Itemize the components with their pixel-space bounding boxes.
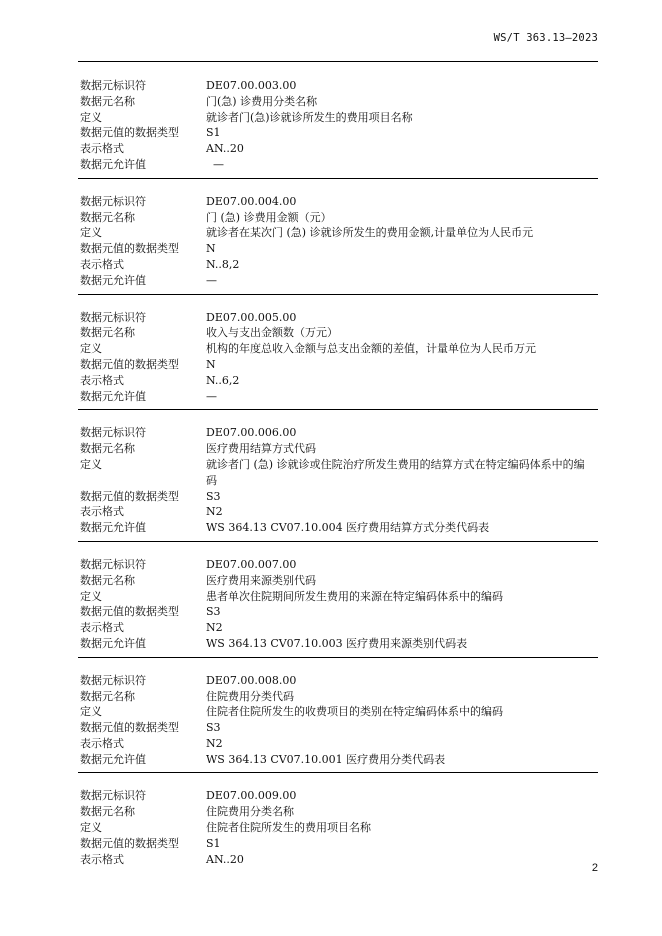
field-value: N2 — [206, 505, 223, 519]
field-label: 表示格式 — [80, 142, 124, 156]
field-value: S3 — [206, 721, 221, 735]
field-label: 定义 — [80, 821, 102, 835]
field-value: 医疗费用结算方式代码 — [206, 442, 316, 456]
data-type-row — [80, 241, 598, 257]
field-value: S1 — [206, 126, 221, 140]
field-value: 机构的年度总收入金额与总支出金额的差值，计量单位为人民币万元 — [206, 342, 536, 356]
format-row — [80, 373, 598, 389]
field-label: 数据元标识符 — [80, 673, 146, 687]
field-label: 定义 — [80, 110, 102, 124]
definition-row — [80, 820, 598, 836]
field-value: S3 — [206, 605, 221, 619]
format-row — [80, 257, 598, 273]
identifier-row — [80, 557, 598, 573]
data-type-row — [80, 836, 598, 852]
field-value: N — [206, 357, 216, 371]
field-label: 数据元允许值 — [80, 636, 146, 650]
field-value: DE07.00.006.00 — [206, 426, 297, 440]
data-element-block — [80, 785, 598, 867]
field-label: 数据元标识符 — [80, 79, 146, 92]
field-value: 就诊者门 (急) 诊就诊或住院治疗所发生费用的结算方式在特定编码体系中的编码 — [206, 457, 585, 487]
field-label: 数据元允许值 — [80, 273, 146, 287]
field-value: 门 (急) 诊费用金额（元） — [206, 210, 332, 224]
data-element-block — [80, 75, 598, 173]
allowed-values-row — [80, 752, 598, 768]
definition-row — [80, 704, 598, 720]
identifier-row — [80, 194, 598, 210]
standard-code-header: WS/T 363.13—2023 — [493, 32, 598, 44]
field-value: 就诊者门(急)诊就诊所发生的费用项目名称 — [206, 110, 413, 124]
definition-row — [80, 589, 598, 605]
field-value: N — [206, 242, 216, 256]
data-type-row — [80, 125, 598, 141]
data-element-block — [80, 191, 598, 289]
allowed-values-row — [80, 273, 598, 289]
identifier-row — [80, 673, 598, 689]
field-value: 住院费用分类名称 — [206, 805, 294, 819]
field-value: N2 — [206, 736, 223, 750]
field-value: — — [206, 273, 217, 287]
name-row — [80, 210, 598, 226]
field-label: 数据元名称 — [80, 689, 135, 703]
block-divider — [78, 657, 598, 658]
name-row — [80, 325, 598, 341]
allowed-values-row — [80, 389, 598, 405]
allowed-values-row — [80, 520, 598, 536]
field-label: 数据元名称 — [80, 326, 135, 340]
field-value: 患者单次住院期间所发生费用的来源在特定编码体系中的编码 — [206, 589, 503, 603]
field-label: 表示格式 — [80, 736, 124, 750]
format-row — [80, 620, 598, 636]
field-label: 数据元标识符 — [80, 194, 146, 208]
data-element-block — [80, 554, 598, 652]
data-type-row — [80, 357, 598, 373]
field-label: 表示格式 — [80, 373, 124, 387]
data-element-list — [80, 75, 598, 867]
identifier-row — [80, 78, 598, 94]
field-value: S1 — [206, 836, 221, 850]
field-label: 数据元值的数据类型 — [80, 126, 179, 140]
data-type-row — [80, 720, 598, 736]
field-label: 数据元值的数据类型 — [80, 242, 179, 256]
field-value: AN..20 — [206, 142, 244, 156]
field-value: S3 — [206, 489, 221, 503]
field-value: 就诊者在某次门 (急) 诊就诊所发生的费用金额,计量单位为人民币元 — [206, 226, 534, 240]
field-value: 住院者住院所发生的收费项目的类别在特定编码体系中的编码 — [206, 705, 503, 719]
field-label: 数据元值的数据类型 — [80, 721, 179, 735]
field-value: 住院者住院所发生的费用项目名称 — [206, 821, 371, 835]
name-row — [80, 441, 598, 457]
block-divider — [78, 772, 598, 773]
field-value: DE07.00.007.00 — [206, 557, 297, 571]
field-label: 表示格式 — [80, 257, 124, 271]
field-label: 定义 — [80, 705, 102, 719]
field-label: 定义 — [80, 457, 102, 471]
field-label: 表示格式 — [80, 621, 124, 635]
field-label: 数据元允许值 — [80, 389, 146, 403]
field-value: DE07.00.008.00 — [206, 673, 297, 687]
name-row — [80, 94, 598, 110]
field-label: 数据元值的数据类型 — [80, 357, 179, 371]
definition-row — [80, 341, 598, 357]
data-element-block — [80, 670, 598, 768]
field-label: 表示格式 — [80, 852, 124, 866]
field-value: DE07.00.009.00 — [206, 789, 297, 803]
field-value: 门(急) 诊费用分类名称 — [206, 94, 318, 108]
definition-row — [80, 110, 598, 126]
page-number: 2 — [591, 862, 598, 874]
field-label: 数据元标识符 — [80, 426, 146, 440]
field-label: 数据元名称 — [80, 805, 135, 819]
data-element-block — [80, 307, 598, 405]
field-value: — — [206, 389, 217, 403]
block-divider — [78, 409, 598, 410]
field-label: 表示格式 — [80, 505, 124, 519]
field-value: DE07.00.004.00 — [206, 194, 297, 208]
field-label: 数据元标识符 — [80, 310, 146, 324]
block-divider — [78, 294, 598, 295]
field-label: 数据元值的数据类型 — [80, 605, 179, 619]
field-label: 数据元允许值 — [80, 157, 146, 171]
field-label: 数据元允许值 — [80, 521, 146, 535]
format-row — [80, 736, 598, 752]
format-row — [80, 141, 598, 157]
block-divider — [78, 541, 598, 542]
field-value: DE07.00.003.00 — [206, 79, 297, 92]
identifier-row — [80, 310, 598, 326]
field-label: 定义 — [80, 226, 102, 240]
name-row — [80, 573, 598, 589]
format-row — [80, 852, 598, 868]
field-label: 数据元名称 — [80, 573, 135, 587]
identifier-row — [80, 788, 598, 804]
format-row — [80, 504, 598, 520]
field-label: 数据元名称 — [80, 442, 135, 456]
field-label: 数据元值的数据类型 — [80, 489, 179, 503]
data-type-row — [80, 489, 598, 505]
data-type-row — [80, 604, 598, 620]
field-value: — — [206, 157, 224, 171]
identifier-row — [80, 425, 598, 441]
field-value: WS 364.13 CV07.10.003 医疗费用来源类别代码表 — [206, 636, 468, 650]
field-label: 数据元值的数据类型 — [80, 836, 179, 850]
header-divider — [78, 61, 598, 62]
data-element-block — [80, 422, 598, 536]
field-label: 定义 — [80, 342, 102, 356]
field-value: WS 364.13 CV07.10.001 医疗费用分类代码表 — [206, 752, 446, 766]
name-row — [80, 689, 598, 705]
field-label: 数据元名称 — [80, 94, 135, 108]
field-label: 数据元允许值 — [80, 752, 146, 766]
field-label: 数据元名称 — [80, 210, 135, 224]
field-value: N..8,2 — [206, 257, 240, 271]
field-label: 数据元标识符 — [80, 789, 146, 803]
field-label: 定义 — [80, 589, 102, 603]
definition-row — [80, 457, 598, 489]
field-value: N..6,2 — [206, 373, 240, 387]
name-row — [80, 804, 598, 820]
field-value: N2 — [206, 621, 223, 635]
field-value: DE07.00.005.00 — [206, 310, 297, 324]
block-divider — [78, 178, 598, 179]
definition-row — [80, 225, 598, 241]
field-label: 数据元标识符 — [80, 557, 146, 571]
allowed-values-row — [80, 157, 598, 173]
field-value: WS 364.13 CV07.10.004 医疗费用结算方式分类代码表 — [206, 521, 490, 535]
allowed-values-row — [80, 636, 598, 652]
field-value: 收入与支出金额数（万元） — [206, 326, 338, 340]
field-value: 医疗费用来源类别代码 — [206, 573, 316, 587]
field-value: 住院费用分类代码 — [206, 689, 294, 703]
field-value: AN..20 — [206, 852, 244, 866]
